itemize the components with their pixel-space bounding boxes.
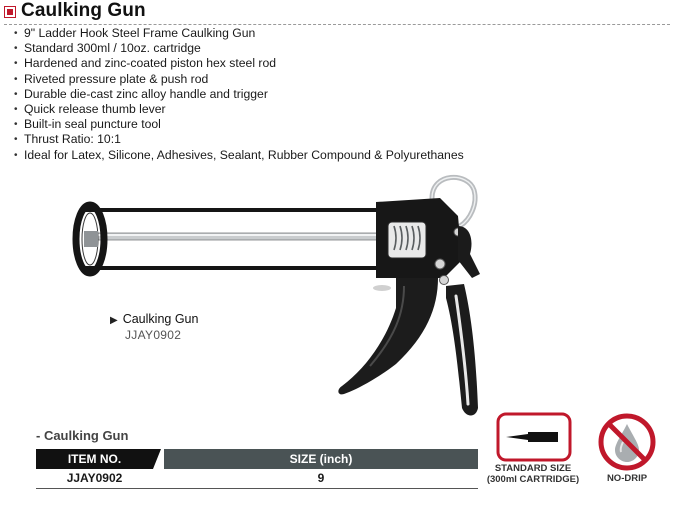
no-drip-label: NO-DRIP	[606, 473, 648, 484]
caulking-gun-image	[60, 168, 530, 424]
feature-list	[14, 26, 464, 163]
no-drip-icon	[597, 412, 657, 472]
triangle-bullet-icon: ▶	[110, 315, 118, 326]
red-square-icon	[4, 6, 16, 18]
product-code: JJAY0902	[125, 328, 182, 342]
section-header	[4, 2, 670, 24]
product-name: Caulking Gun	[122, 312, 199, 326]
table-header	[36, 449, 478, 469]
header-size: SIZE (inch)	[164, 449, 478, 469]
feature-item: • Thrust Ratio: 10:1	[14, 132, 464, 147]
standard-size-label: STANDARD SIZE (300ml CARTRIDGE)	[486, 463, 580, 485]
feature-item: • Hardened and zinc-coated piston hex steel rod	[14, 56, 464, 71]
standard-size-icon	[496, 412, 572, 462]
feature-item: • Built-in seal puncture tool	[14, 117, 464, 132]
header-item-no: ITEM NO.	[36, 449, 153, 469]
feature-item: • Durable die-cast zinc alloy handle and trigger	[14, 87, 464, 102]
header-divider	[4, 24, 670, 25]
page-title: Caulking Gun	[21, 0, 146, 21]
feature-item: • Standard 300ml / 10oz. cartridge	[14, 41, 464, 56]
table-row	[36, 469, 478, 489]
cell-size: 9	[317, 471, 325, 485]
feature-item: • Riveted pressure plate & push rod	[14, 72, 464, 87]
feature-item: • Quick release thumb lever	[14, 102, 464, 117]
header-notch	[153, 449, 161, 469]
feature-item: • Ideal for Latex, Silicone, Adhesives, Sealant, Rubber Compound & Polyurethanes	[14, 148, 464, 163]
cell-item-no: JJAY0902	[66, 471, 123, 485]
feature-item: • 9" Ladder Hook Steel Frame Caulking Gun	[14, 26, 464, 41]
table-title: - Caulking Gun	[36, 428, 129, 443]
